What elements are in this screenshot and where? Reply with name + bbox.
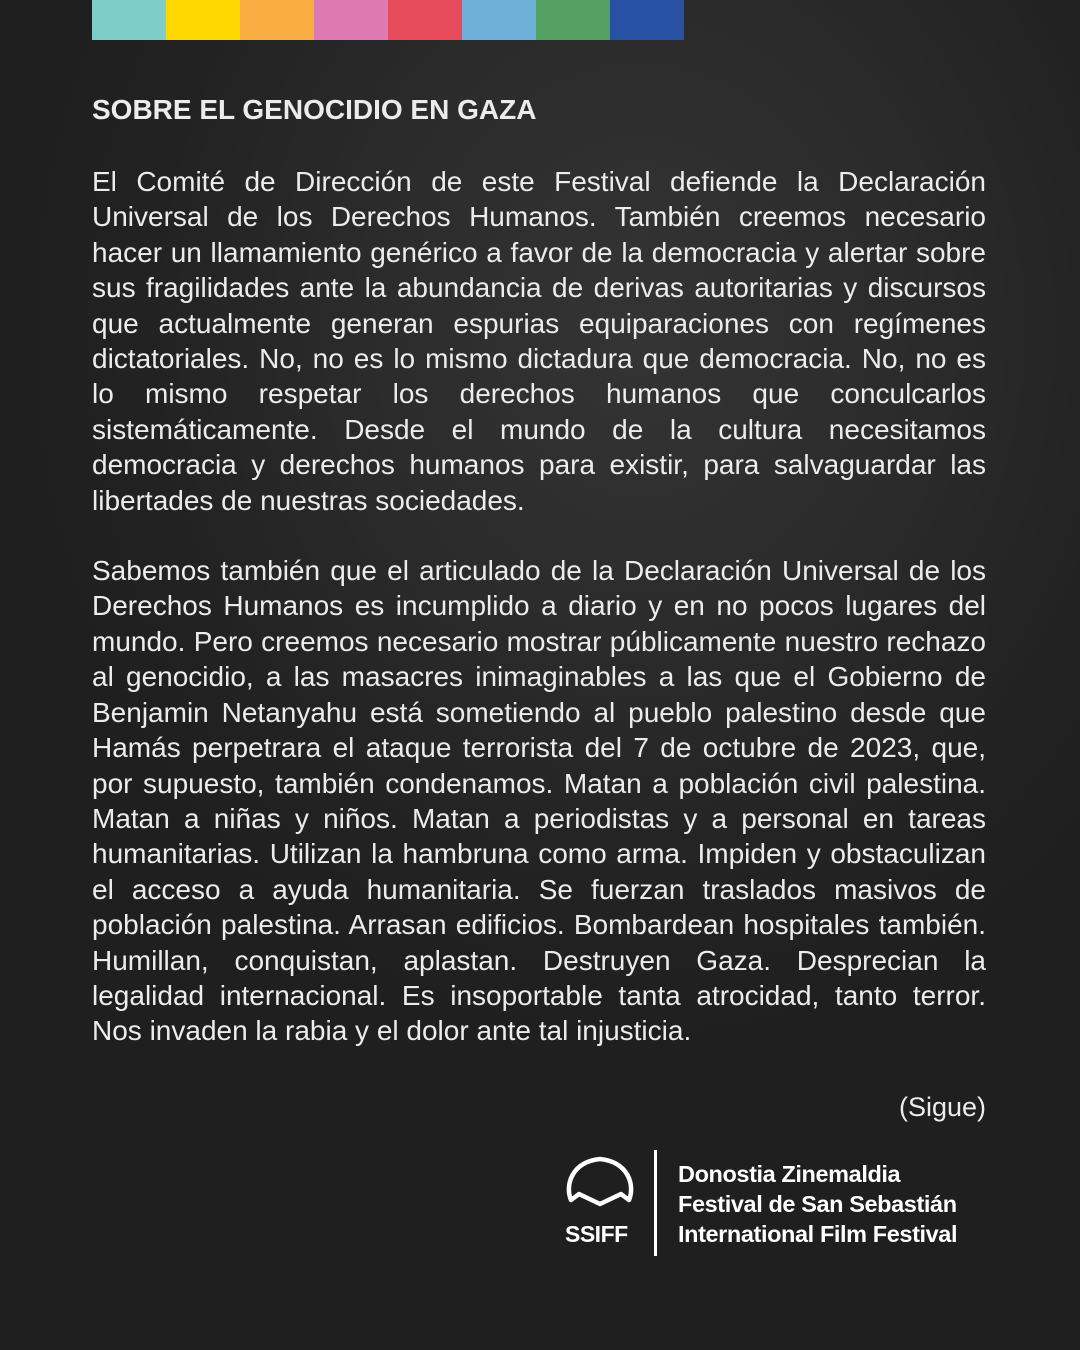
statement-paragraph-2: Sabemos también que el articulado de la Declaración Universal de los Derechos Humanos es incumplido a diario y en no pocos lugares del mundo. Pero creemos necesario mostrar públicamente nuestro rechazo al genocidio, a las masacres inimaginables a las que el Gobierno de Benjamin Netanyahu está sometiendo al pueblo palestino desde que Hamás perpetrara el ataque terrorista del 7 de octubre de 2023, que, por supuesto, también condenamos. Matan a población civil palestina. Matan a niñas y niños. Matan a periodistas y a personal en tareas humanitarias. Utilizan la hambruna como arma. Impiden y obstaculizan el acceso a ayuda humanitaria. Se fuerzan traslados masivos de población palestina. Arrasan edificios. Bombardean hospitales también. Humillan, conquistan, aplastan. Destruyen Gaza. Desprecian la legalidad internacional. Es insoportable tanta atrocidad, tanto terror. Nos invaden la rabia y el dolor ante tal injusticia. [92, 555, 986, 1047]
festival-name-english: International Film Festival [678, 1221, 958, 1247]
festival-name-block [678, 1159, 957, 1249]
color-swatch-pink [314, 0, 388, 40]
logo-wordmark: SSIFF [565, 1221, 628, 1247]
ssiff-logo [560, 1152, 640, 1252]
festival-name-basque: Donostia Zinemaldia [678, 1161, 901, 1187]
statement [92, 92, 986, 1049]
color-swatch-red [388, 0, 462, 40]
color-swatch-dark-blue [610, 0, 684, 40]
continuation-note: (Sigue) [898, 1092, 986, 1122]
color-swatch-green [536, 0, 610, 40]
festival-footer [560, 1150, 1000, 1256]
color-swatch-orange [240, 0, 314, 40]
statement-title: SOBRE EL GENOCIDIO EN GAZA [92, 94, 537, 125]
color-swatch-teal [92, 0, 166, 40]
festival-name-spanish: Festival de San Sebastián [678, 1191, 957, 1217]
color-swatch-yellow [166, 0, 240, 40]
statement-paragraph-1: El Comité de Dirección de este Festival defiende la Declaración Universal de los Derechos Humanos. También creemos necesario hacer un llamamiento genérico a favor de la democracia y alertar sobre sus fragilidades ante la abundancia de derivas autoritarias y discursos que actualmente generan espurias equiparaciones con regímenes dictatoriales. No, no es lo mismo dictadura que democracia. No, no es lo mismo respetar los derechos humanos que conculcarlos sistemáticamente. Desde el mundo de la cultura necesitamos democracia y derechos humanos para existir, para salvaguardar las libertades de nuestras sociedades. [92, 166, 986, 516]
shell-icon [565, 1154, 635, 1212]
color-swatch-light-blue [462, 0, 536, 40]
color-bar [92, 0, 684, 40]
footer-divider [654, 1150, 657, 1256]
